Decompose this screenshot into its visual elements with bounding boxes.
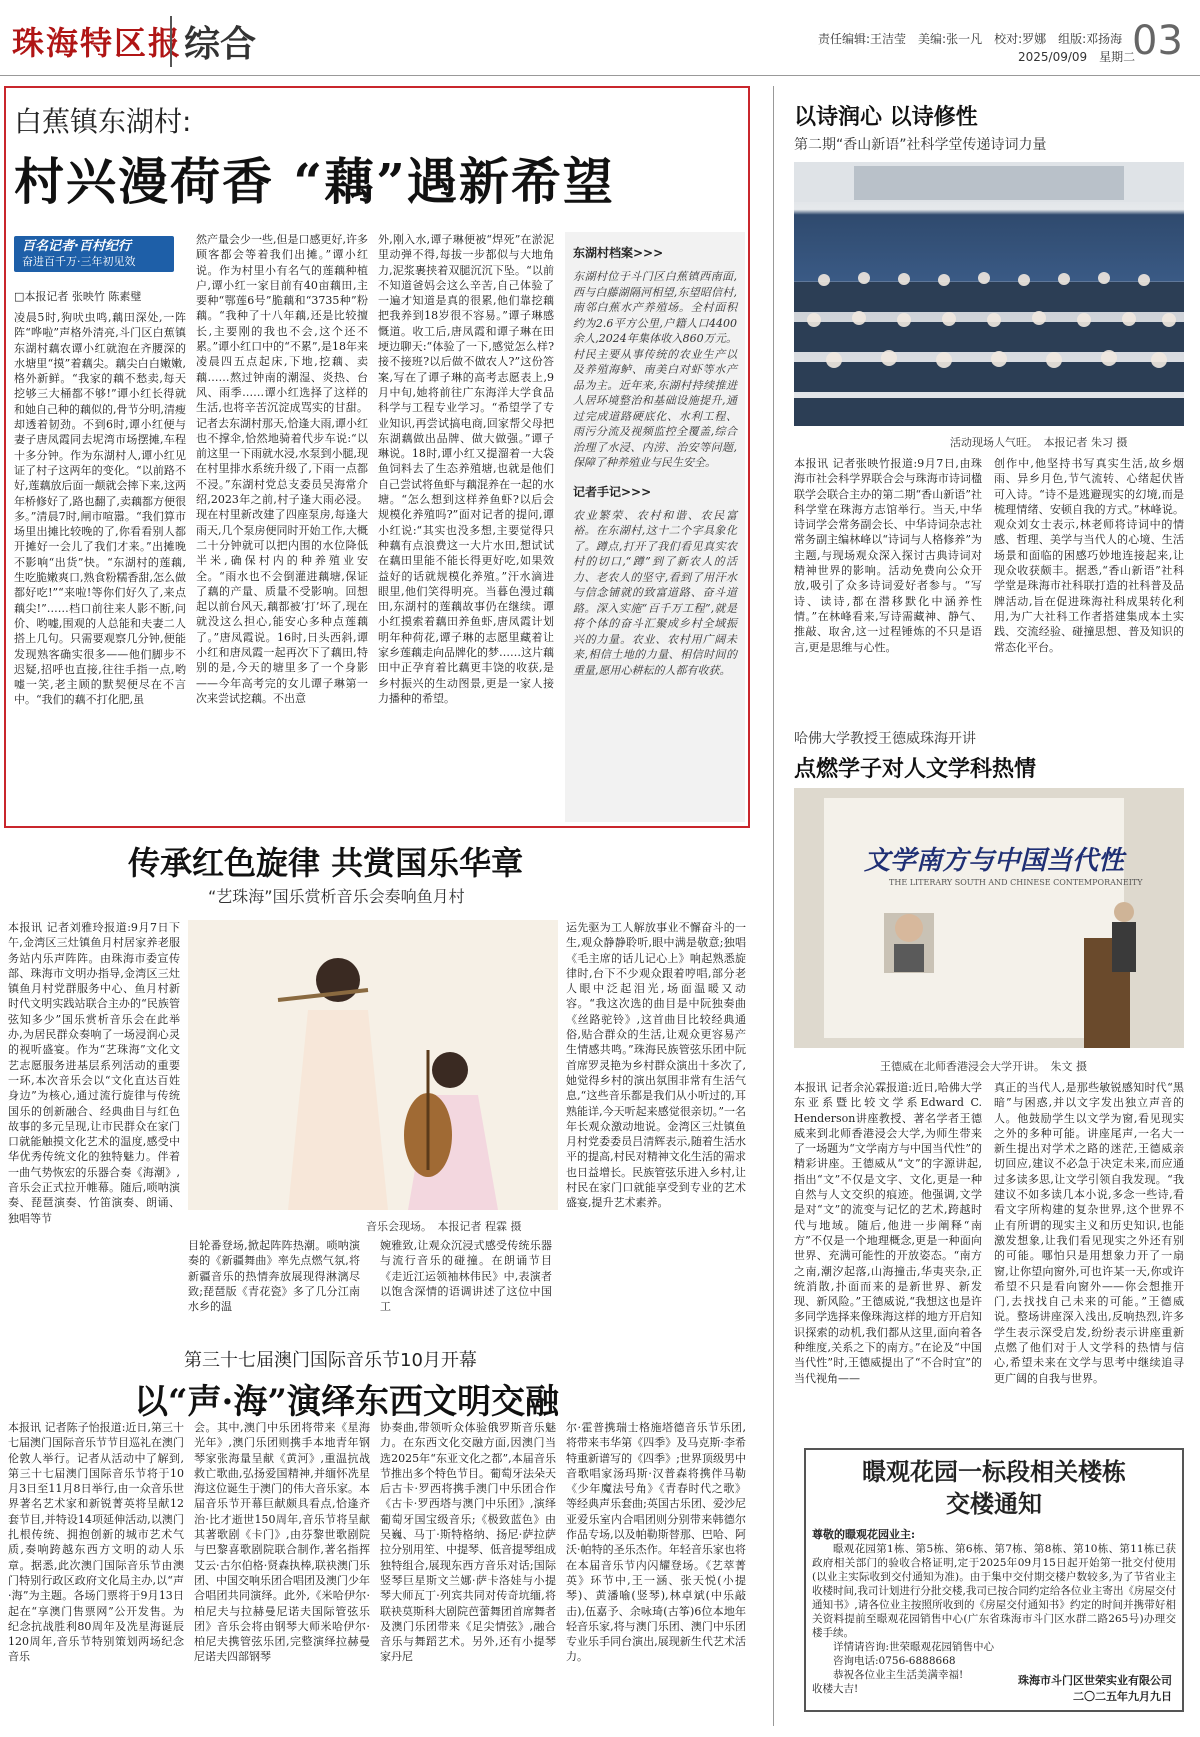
harvard-caption: 王德威在北师香港浸会大学开讲。 朱文 摄	[880, 1060, 1087, 1073]
lead-sidebar	[565, 232, 745, 822]
lecture-photo	[794, 788, 1184, 1048]
poetry-headline: 以诗润心 以诗修性	[794, 104, 978, 130]
lead-headline: 村兴漫荷香 “藕”遇新希望	[14, 152, 615, 211]
notice-contact: 详情请咨询:世荣暻观花园销售中心	[833, 1641, 995, 1653]
lead-byline: □本报记者 张映竹 陈素璧	[14, 290, 142, 303]
notice-phone: 咨询电话:0756-6888668	[833, 1655, 956, 1667]
sidebar-notes-text: 农业繁荣、农村和谐、农民富裕。在东湖村,这十二个字具象化了。蹲点,打开了我们看见真实农村的切口,“蹲”到了新农人的活力、老农人的坚守,看到了用汗水与信念铺就的致富道路、奋斗道路。深入实施“百千万工程”,就是将个体的奋斗汇聚成乡村全域振兴的力量。农业、农村用广阔未来,相信土地的力量、相信时间的重量,愿用心耕耘的人都有收获。	[573, 508, 737, 677]
delivery-notice	[804, 1448, 1184, 1712]
notice-salutation: 尊敬的暻观花园业主:	[812, 1528, 916, 1541]
date-line: 2025/09/09 星期二	[1018, 50, 1136, 64]
lead-col2: 然产量会少一些,但是口感更好,许多顾客都会等着我们出摊。”谭小红说。作为村里小有名气的莲藕种植户,谭小红一家目前有40亩藕田,主要种“鄂莲6号”脆藕和“3735种”粉藕。“我种了十八年藕,还是比较擅长,主要刚的我也不会,这个还不累。”谭小红口中的“不累”,是18年来凌晨四五点起床,下地,挖藕、卖藕……熬过钟南的潮湿、炎热、台风、雨季……谭小红选择了这样的生活,也将辛苦沉淀成骂实的甘甜。记者去东湖村那天,恰逢大雨,谭小红也不撑伞,恰然地骑着代步车说:“以前这里一下雨就水浸,水泵到小腿,现在村里排水系统升级了,下雨一点都不浸。”东湖村党总支委员吴海常介绍,2023年之前,村子逢大雨必浸。现在村里新改建了四座泵房,每逢大雨天,几个泵房便同时开始工作,大概二十分钟就可以把内围的水位降低半米,确保村内的种养殖业安全。“雨水也不会倒灌进藕塘,保证了藕的产量、质量不受影响。回想起以前台风天,藕都被‘打’坏了,现在就没这么担心,能安心多种点莲藕了。”唐凤霞说。16时,日头西斜,谭小红和唐凤霞一起再次下了藕田,特别的是,今天的塘里多了一个身影——今年高考完的女儿谭子琳第一次来尝试挖藕。不出意	[196, 233, 368, 705]
badge-line1: 百名记者·百村纪行	[22, 239, 131, 254]
macau-col1: 本报讯 记者陈子怡报道:近日,第三十七届澳门国际音乐节节目巡礼在澳门伦敦人举行。记者从活动中了解到,第三十七届澳门国际音乐节将于10月3日至11月8日举行,由一众音乐世界著名艺术家和新锐菁英将呈献12套节目,并特设14项延伸活动,以澳门扎根传统、拥抱创新的城市艺术气质,奏响跨越东西方文明的动人乐章。据悉,此次澳门国际音乐节由澳门特别行政区政府文化局主办,以“声·海”为主题。各场门票将于9月13日起在“享澳门售票网”公开发售。为纪念抗战胜利80周年及冼星海诞辰120周年,音乐节特别策划两场纪念音乐	[8, 1421, 184, 1664]
header-meta	[818, 30, 1135, 66]
harvard-kicker: 哈佛大学教授王德威珠海开讲	[794, 731, 976, 747]
macau-col4: 尔·霍普携瑞士格施塔德音乐节乐团,将带来韦华第《四季》及马克斯·李希特重新谱写的《四季》;世界顶级男中音歌唱家汤玛斯·汉普森将携伴马勒《少年魔法号角》《青春时代之歌》等经典声乐套曲;英国古乐团、爱沙尼亚爱乐室内合唱团则分别带来韩德尔作品专场,以及帕勒斯替那、巴哈、阿沃·帕特的圣乐杰作。年轻音乐家也将在本届音乐节内闪耀登场。《艺萃菁英》环节中,王一涵、张天悦(小提琴)、黄潘喻(竖琴),林卓斌(中乐敲击),伍嘉予、余咏琦(古筝)6位本地年轻音乐家,将与澳门乐团、澳门中乐团专业乐手同台演出,展现新生代艺术活力。	[566, 1421, 746, 1664]
masthead: 珠海特区报	[12, 24, 183, 62]
sidebar-title-profile: 东湖村档案>>>	[573, 246, 664, 260]
section-title: 综合	[170, 16, 256, 67]
screen-subtitle: THE LITERARY SOUTH AND CHINESE CONTEMPORANEITY	[889, 878, 1143, 887]
series-badge	[14, 236, 174, 272]
music-col3: 运先驱为工人解放事业不懈奋斗的一生,观众静静聆听,眼中满是敬意;独唱《毛主席的话儿记心上》响起熟悉旋律时,台下不少观众跟着哼唱,部分老人眼中泛起泪光,场面温暖又动容。“我这次选的曲目是中阮独奏曲《丝路驼铃》,这首曲目比较经典通俗,贴合群众的生活,让观众更容易产生情感共鸣。”珠海民族管弦乐团中阮首席罗灵艳为乡村群众演出十多次了,她觉得乡村的演出氛围非常有生活气息,“这些音乐都是我们从小听过的,耳熟能详,今天听起来感觉很亲切。”一名年长观众激动地说。金湾区三灶镇鱼月村党委委员吕清辉表示,随着生活水平的提高,村民对精神文化生活的需求也日益增长。民族管弦乐进入乡村,让村民在家门口就能享受到专业的艺术盛宴,提升艺术素养。	[566, 921, 746, 1210]
page-number: 03	[1132, 18, 1183, 64]
harvard-col2: 真正的当代人,是那些敏锐感知时代“黑暗”与困惑,并以文字发出独立声音的人。他鼓励学生以文学为窗,看见现实之外的多种可能。讲座尾声,一名大一新生提出对学术之路的迷茫,王德威亲切回应,建议不必急于决定未来,而应通过多读多思,让文学引领自我发现。“我建议不如多读几本小说,多念一些诗,看看文字所构建的复杂世界,这个世界不止有所谓的现实主义和历史知识,也能激发想象,让我们看见现实之外还有别的可能。哪怕只是用想象力开了一扇窗,让你望向窗外,可也许某一天,你或许希望不只是看向窗外——你会想推开门,去找找自己未来的可能。”王德威说。整场讲座深入浅出,反响热烈,许多学生表示深受启发,纷纷表示讲座重新点燃了他们对于人文学科的热情与信心,希望未来在文学与思考中继续追寻更广阔的自我与世界。	[994, 1081, 1184, 1385]
poetry-caption: 活动现场人气旺。 本报记者 朱习 摄	[950, 436, 1128, 449]
macau-col3: 协奏曲,带领听众体验俄罗斯音乐魅力。在东西文化交融方面,因澳门当选2025年“东亚文化之都”,本届音乐节推出多个特色节目。葡萄牙法朵天后古卡·罗西将携手澳门中乐团合作《古卡·罗西塔与澳门中乐团》,演绎葡萄牙国宝级音乐;《极致蓝色》由吴巍、马丁·斯特格纳、扬尼·萨拉萨拉分别用笙、中提琴、低音提琴组成独特组合,展现东西方音乐对话;国际竖琴巨星斯文兰娜·萨卡洛娃与小提琴大师瓦丁·列宾共同对传奇坑缅,将联袂莫斯科大剧院芭蕾舞团首席舞者及澳门乐团带来《足尖情弦》,融合音乐与舞蹈艺术。另外,还有小提琴家丹尼	[380, 1421, 556, 1664]
notice-closing: 收楼大吉!	[812, 1683, 859, 1695]
page-header	[0, 0, 1200, 76]
music-col1: 本报讯 记者刘雅玲报道:9月7日下午,金湾区三灶镇鱼月村居家养老服务站内乐声阵阵。由珠海市委宣传部、珠海市文明办指导,金湾区三灶镇鱼月村党群服务中心、鱼月村新时代文明实践站联合主办的“民族管弦知多少”国乐赏析音乐会在此举办,为居民群众奏响了一场浸润心灵的视听盛宴。作为“艺珠海”文化文艺志愿服务进基层系列活动的重要一环,本次音乐会以“文化直达百姓身边”为核心,通过流行旋律与传统国乐的创新融合、经典曲目与红色故事的多元呈现,让市民群众在家门口就能触摸文化艺术的温度,感受中华优秀传统文化的独特魅力。伴着一曲气势恢宏的乐器合奏《海潮》,音乐会正式拉开帷幕。随后,唢呐演奏、琵琶演奏、竹笛演奏、朗诵、独唱等节	[8, 921, 180, 1225]
badge-line2: 奋进百千万·三年初见效	[22, 255, 136, 268]
notice-title2: 交楼通知	[946, 1490, 1042, 1518]
harvard-headline: 点燃学子对人文学科热情	[794, 756, 1037, 782]
music-col2a: 目轮番登场,掀起阵阵热潮。唢呐演奏的《新疆舞曲》率先点燃气氛,将新疆音乐的热情奔放展现得淋漓尽致;琵琶版《青花瓷》多了几分江南水乡的温	[188, 1239, 360, 1314]
notice-body: 暻观花园第1栋、第5栋、第6栋、第7栋、第8栋、第10栋、第11栋已获政府相关部门的验收合格证明,定于2025年09月15日起开始第一批交付使用(以业主实际收到交付通知为准)。由于集中交付期交楼户数较多,为了节省业主收楼时间,我司计划进行分批交楼,我司已按合同约定给各位业主寄出《房屋交付通知书》,请各位业主按照所收到的《房屋交付通知书》约定的时间并携带好相关资料提前至暻观花园销售中心(广东省珠海市斗门区水群二路265号)办理交楼手续。	[812, 1543, 1176, 1639]
notice-company: 珠海市斗门区世荣实业有限公司	[1018, 1674, 1172, 1687]
macau-col2: 会。其中,澳门中乐团将带来《星海光年》,澳门乐团则携手本地青年钢琴家张海量呈献《黄河》,重温抗战救亡歌曲,弘扬爱国精神,并缅怀冼星海这位诞生于澳门的伟大音乐家。本届音乐节开幕巨献颇具看点,恰逢齐治·比才逝世150周年,音乐节将呈献其著歌剧《卡门》,由芬黎世歌剧院与巴黎喜歌剧院联合制作,著名指挥艾云·古尔伯格·贤森执棒,联袂澳门乐团、中国交响乐团合唱团及澳门少年合唱团共同演绎。此外,《米哈伊尔·柏尼夫与拉赫曼尼诺夫国际管弦乐团》音乐会将由钢琴大师米哈伊尔·柏尼夫携管弦乐团,完整演绎拉赫曼尼诺夫四部钢琴	[194, 1421, 370, 1664]
column-divider	[773, 86, 774, 1726]
lecture-hall-illustration	[794, 162, 1184, 426]
music-caption: 音乐会现场。 本报记者 程霖 摄	[366, 1220, 522, 1233]
music-headline: 传承红色旋律 共赏国乐华章	[128, 844, 524, 882]
concert-photo	[188, 920, 558, 1210]
lead-col3: 外,刚入水,谭子琳便被“焊死”在淤泥里动弹不得,每拔一步都似与大地角力,泥浆裹挟着双腿沉沉下坠。“以前不知道爸妈会这么辛苦,自己体验了一遍才知道是真的很累,他们靠挖藕把我养到18岁很不容易。”谭子琳感慨道。收工后,唐凤霞和谭子琳在田埂边聊天:“体验了一下,感觉怎么样?接不接班?以后做不做农人?”这份答案,写在了谭子琳的高考志愿表上,9月中旬,她将前往广东海洋大学食品科学与工程专业学习。“希望学了专业知识,再尝试搞电商,回家帮父母把东湖藕做出品牌、做大做强。”谭子琳说。18时,谭小红又提溜着一大袋鱼饲料去了生态养殖塘,也就是他们自己尝试将鱼虾与藕混养在一起的水塘。“怎么想到这样养鱼虾?以后会规模化养殖吗?”面对记者的提问,谭小红说:“其实也没多想,主要觉得只种藕有点浪费这一大片水田,想试试在藕田里能不能长得更好吃,如果效益好的话就规模化养殖。”汗水滴进眼里,他们笑得明亮。当暮色漫过藕田,东湖村的莲藕故事仍在继续。谭小红摸索着藕田养鱼虾,唐凤霞计划明年种荷花,谭子琳的志愿里藏着让家乡莲藕走向品牌化的梦……这片藕田中正孕育着比藕更丰饶的收获,是乡村振兴的生动图景,更是一家人接力播种的希望。	[378, 233, 554, 705]
poetry-subhead: 第二期“香山新语”社科学堂传递诗词力量	[794, 137, 1047, 153]
lecture-hall-photo	[794, 162, 1184, 426]
sidebar-title-notes: 记者手记>>>	[573, 484, 652, 499]
poetry-col1: 本报讯 记者张映竹报道:9月7日,由珠海市社会科学界联合会与珠海市诗词楹联学会联合主办的第二期“香山新语”社科学堂在珠海方志馆举行。当天,中华诗词学会常务副会长、中华诗词杂志社常务副主编林峰以“诗词与人格修养”为主题,与现场观众深入探讨古典诗词对精神世界的影响。活动免费向公众开放,吸引了众多诗词爱好者参与。“写诗、读诗,都在潜移默化中涵养性情。”在林峰看来,写诗需藏神、静气、推敲、取舍,这一过程锤炼的不只是语言,更是思维与心性。	[794, 457, 982, 654]
macau-headline: 以“声·海”演绎东西文明交融	[134, 1382, 559, 1422]
notice-wishes: 恭祝各位业主生活美满幸福!	[833, 1669, 964, 1681]
harvard-col1: 本报讯 记者余沁霖报道:近日,哈佛大学东亚系暨比较文学系Edward C. Henderson讲座教授、著名学者王德威来到北师香港浸会大学,为师生带来了一场题为“文学南方与中国当代性”的精彩讲座。王德威从“文”的字源讲起,指出“文”不仅是文字、文化,更是一种自然与人文交织的痕迹。他强调,文学是对“文”的流变与记忆的艺术,跨越时代与地域。随后,他进一步阐释“南方”不仅是一个地理概念,更是一种面向世界、充满可能性的开放姿态。“南方之南,潮汐起落,山海撞击,华夷夹杂,正统消散,扑面而来的是新世界、新发现、新风险。”王德威说,“我想这也是许多同学选择来像珠海这样的地方开启知识探索的动机,我们都从这里,面向着各种维度,关系之下的南方。”在论及“中国当代性”时,王德威提出了“不合时宜”的当代视角——	[794, 1081, 982, 1385]
lead-kicker: 白蕉镇东湖村:	[14, 105, 192, 138]
sidebar-profile-text: 东湖村位于斗门区白蕉镇西南面,西与白藤湖隔河相望,东望昭信村,南邻白蕉水产养殖场。全村面积约为2.6平方公里,户籍人口4400余人,2024年集体收入860万元。村民主要从事传统的农业生产以及养殖海鲈、南美白对虾等水产品为主。近年来,东湖村持续推进人居环境整治和基础设施提升,通过完成道路硬底化、水利工程、雨污分流及视频监控全覆盖,综合治理了水浸、内涝、治安等问题,保障了种养殖业与民生安全。	[573, 270, 737, 469]
notice-date: 二〇二五年九月九日	[1073, 1690, 1172, 1703]
editor-line: 责任编辑:王洁莹 美编:张一凡 校对:罗娜 组版:邓扬海	[818, 32, 1123, 46]
music-subhead: “艺珠海”国乐赏析音乐会奏响鱼月村	[208, 887, 465, 906]
music-col2b: 婉雅致,让观众沉浸式感受传统乐器与流行音乐的碰撞。在朗诵节目《走近江运领袖林伟民》中,表演者以饱含深情的语调讲述了这位中国工	[380, 1239, 552, 1314]
screen-title: 文学南方与中国当代性	[864, 846, 1125, 876]
lecture-illustration	[794, 788, 1184, 1048]
poetry-col2: 创作中,他坚持书写真实生活,故乡烟雨、异乡月色,节气流转、心绪起伏皆可入诗。“诗不是逃避现实的幻境,而是梳理情绪、安顿自我的方式。”林峰说。观众刘女士表示,林老师将诗词中的情感、哲理、美学与当代人的心境、生活场景和面临的困感巧妙地连接起来,让现众收获颇丰。据悉,“香山新语”社科学堂是珠海市社科联打造的社科普及品牌活动,旨在促进珠海社科成果转化利用,为广大社科工作者搭建集成本土实践、交流经验、碰撞思想、普及知识的常态化平台。	[994, 457, 1184, 654]
lead-col1: 凌晨5时,狗吠虫鸣,藕田深处,一阵阵“哗啦”声格外清亮,斗门区白蕉镇东湖村藕农谭小红就泡在齐腰深的水塘里“摸”着藕尖。藕尖白白嫩嫩,格外新鲜。“我家的藕不愁卖,每天挖够三大桶都不够!”谭小红长得就和她自己种的藕似的,骨节分明,清瘦却透着韧劲。不到6时,谭小红便与妻子唐凤霞同去坭湾市场摆摊,车程十多分钟。作为东湖村人,谭小红见证了村子这两年的变化。“以前路不好,莲藕放后面一颠就会摔下来,这两年桥修好了,路也翻了,卖藕都方便很多。”清晨7时,闸市喧嚣。“我们算市场里出摊比较晚的了,你看看别人都开摊好一会儿了我们才来。”出摊晚不影响“出货”快。“东湖村的莲藕,生吃脆嫩爽口,熟食粉糯香甜,怎么做都好吃!”“来啦!等你们好久了,来点藕尖!”……档口前往来人影不断,问价、哟嘘,围观的人总能和夫妻二人搭上几句。只需要观察几分钟,便能发现熟客确实很多——他们脚步不迟疑,招呼也直接,往往手指一点,哟嘘一笑,老主顾的默契便尽在不言中。“我们的藕不打化肥,虽	[14, 311, 186, 707]
macau-kicker: 第三十七届澳门国际音乐节10月开幕	[184, 1350, 477, 1371]
notice-title1: 暻观花园一标段相关楼栋	[862, 1458, 1126, 1486]
concert-illustration	[188, 920, 558, 1210]
